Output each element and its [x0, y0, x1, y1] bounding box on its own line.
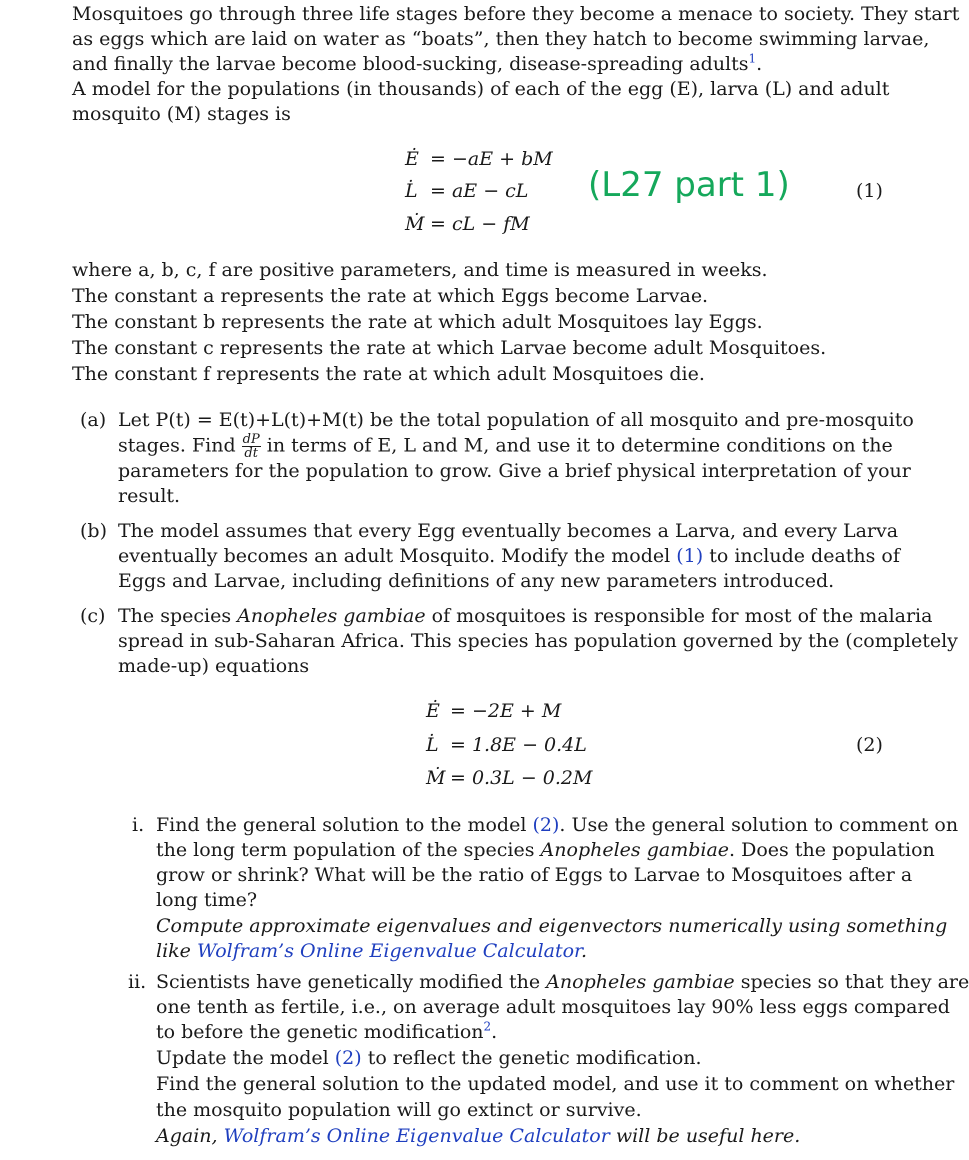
- part-a-line-1: Let P(t) = E(t)+L(t)+M(t) be the total population of all mosquito and pre-mosquito: [118, 409, 914, 431]
- part-c-line-2: spread in sub-Saharan Africa. This species has population governed by the (completely: [118, 630, 958, 652]
- intro-line-2: as eggs which are laid on water as “boats”, then they hatch to become swimming larvae,: [72, 28, 930, 50]
- sub-i-hint-2-pre: like: [156, 940, 191, 962]
- part-a-label: (a): [80, 409, 107, 431]
- part-b-line-2-pre: eventually becomes an adult Mosquito. Modify the model: [118, 545, 671, 567]
- equation-number-2: (2): [856, 734, 883, 756]
- sub-ii-line-3: to before the genetic modification$^2$.: [156, 1019, 498, 1043]
- eq1-lhs: Ė: [405, 148, 419, 170]
- eq2-1-lhs: Ė: [426, 700, 440, 722]
- eq2-3-lhs: Ṁ: [426, 767, 446, 789]
- equation-number-1: (1): [856, 180, 883, 202]
- wolfram-calculator-link[interactable]: Wolfram’s Online Eigenvalue Calculator: [196, 940, 582, 962]
- sub-i-line-1-post: . Use the general solution to comment on: [559, 814, 959, 836]
- equation-ref-1-link[interactable]: (1): [676, 545, 704, 567]
- eq1-rhs: = −aE + bM: [430, 148, 553, 170]
- eq2-2-lhs: L̇: [426, 734, 439, 756]
- part-a-line-2: [118, 432, 893, 461]
- params-line-5: The constant f represents the rate at which adult Mosquitoes die.: [72, 363, 705, 385]
- part-a-line-2-pre: stages. Find: [118, 434, 236, 457]
- sub-i-hint-1: Compute approximate eigenvalues and eigenvectors numerically using something: [156, 915, 948, 937]
- sub-ii-line-4-post: to reflect the genetic modification.: [367, 1047, 702, 1069]
- eq2-3-rhs: = 0.3L − 0.2M: [450, 767, 593, 789]
- sub-ii-line-4: [156, 1046, 888, 1071]
- eq2-rhs: = aE − cL: [430, 180, 529, 202]
- equation-ref-2-link[interactable]: (2): [532, 814, 560, 836]
- part-c-line-3: made-up) equations: [118, 655, 310, 677]
- sub-ii-hint: [156, 1124, 888, 1149]
- sub-i-label: i.: [132, 814, 145, 836]
- footnote-2-marker[interactable]: 2: [483, 1019, 492, 1034]
- part-b-line-2-post: to include deaths of: [709, 545, 900, 567]
- footnote-1-marker[interactable]: 1: [748, 51, 757, 66]
- intro-line-5: mosquito (M) stages is: [72, 103, 291, 125]
- params-line-2: The constant a represents the rate at which Eggs become Larvae.: [72, 285, 709, 307]
- intro-line-4: A model for the populations (in thousands) of each of the egg (E), larva (L) and adult: [72, 78, 890, 100]
- eq2-lhs: L̇: [405, 180, 418, 202]
- sub-i-hint-2: [156, 939, 888, 964]
- part-b-line-1: The model assumes that every Egg eventually becomes a Larva, and every Larva: [118, 520, 899, 542]
- sub-ii-line-2: one tenth as fertile, i.e., on average adult mosquitoes lay 90% less eggs compared: [156, 996, 950, 1018]
- sub-ii-line-3-text: to before the genetic modification: [156, 1021, 484, 1043]
- equation-ref-2-link[interactable]: (2): [334, 1047, 362, 1069]
- sub-ii-line-5: Find the general solution to the updated model, and use it to comment on whether: [156, 1073, 955, 1095]
- handwritten-note: (L27 part 1): [588, 165, 790, 205]
- params-line-4: The constant c represents the rate at which Larvae become adult Mosquitoes.: [72, 337, 827, 359]
- part-a-line-4: result.: [118, 485, 181, 507]
- part-c-line-1-pre: The species: [118, 605, 232, 627]
- sub-i-line-2-pre: the long term population of the species: [156, 839, 535, 861]
- sub-ii-line-1-pre: Scientists have genetically modified the: [156, 971, 541, 993]
- sub-i-line-1: [156, 813, 959, 838]
- derivative-fraction: [242, 433, 261, 460]
- frac-numerator: dP: [242, 432, 260, 447]
- species-name: Anopheles gambiae: [546, 971, 735, 993]
- sub-ii-label: ii.: [128, 971, 147, 993]
- sub-i-hint-2-post: .: [581, 940, 588, 962]
- part-a-line-2-post: in terms of E, L and M, and use it to determine conditions on the: [266, 434, 893, 457]
- intro-line-3: and finally the larvae become blood-sucking, disease-spreading adults$^1$.: [72, 51, 763, 75]
- eq2-1-rhs: = −2E + M: [450, 700, 562, 722]
- intro-line-1: Mosquitoes go through three life stages before they become a menace to society. They start: [72, 3, 960, 25]
- sub-i-line-4: long time?: [156, 889, 258, 911]
- sub-ii-line-4-pre: Update the model: [156, 1047, 329, 1069]
- sub-i-line-3: grow or shrink? What will be the ratio of Eggs to Larvae to Mosquitoes after a: [156, 864, 913, 886]
- sub-i-line-2-post: . Does the population: [729, 839, 935, 861]
- sub-ii-line-1: [156, 970, 969, 995]
- sub-ii-hint-post: will be useful here.: [615, 1125, 801, 1147]
- eq3-lhs: Ṁ: [405, 213, 425, 235]
- part-b-line-2: [118, 544, 900, 569]
- intro-line-3-text: and finally the larvae become blood-sucking, disease-spreading adults: [72, 53, 749, 75]
- params-line-3: The constant b represents the rate at which adult Mosquitoes lay Eggs.: [72, 311, 763, 333]
- part-b-line-3: Eggs and Larvae, including definitions of any new parameters introduced.: [118, 570, 835, 592]
- params-line-1: where a, b, c, f are positive parameters, and time is measured in weeks.: [72, 259, 768, 281]
- sub-ii-line-1-post: species so that they are: [740, 971, 969, 993]
- part-b-label: (b): [80, 520, 107, 542]
- sub-i-line-1-pre: Find the general solution to the model: [156, 814, 527, 836]
- sub-ii-line-6: the mosquito population will go extinct or survive.: [156, 1099, 642, 1121]
- part-c-line-1-post: of mosquitoes is responsible for most of the malaria: [431, 605, 933, 627]
- part-c-label: (c): [80, 605, 106, 627]
- wolfram-calculator-link[interactable]: Wolfram’s Online Eigenvalue Calculator: [223, 1125, 610, 1147]
- frac-denominator: dt: [244, 446, 258, 461]
- sub-i-line-2: [156, 838, 935, 863]
- eq3-rhs: = cL − fM: [430, 213, 530, 235]
- part-a-line-3: parameters for the population to grow. Give a brief physical interpretation of your: [118, 460, 911, 482]
- sub-ii-hint-pre: Again,: [156, 1125, 218, 1147]
- part-c-line-1: [118, 604, 933, 629]
- species-name: Anopheles gambiae: [540, 839, 730, 861]
- species-name: Anopheles gambiae: [237, 605, 426, 627]
- eq2-2-rhs: = 1.8E − 0.4L: [450, 734, 587, 756]
